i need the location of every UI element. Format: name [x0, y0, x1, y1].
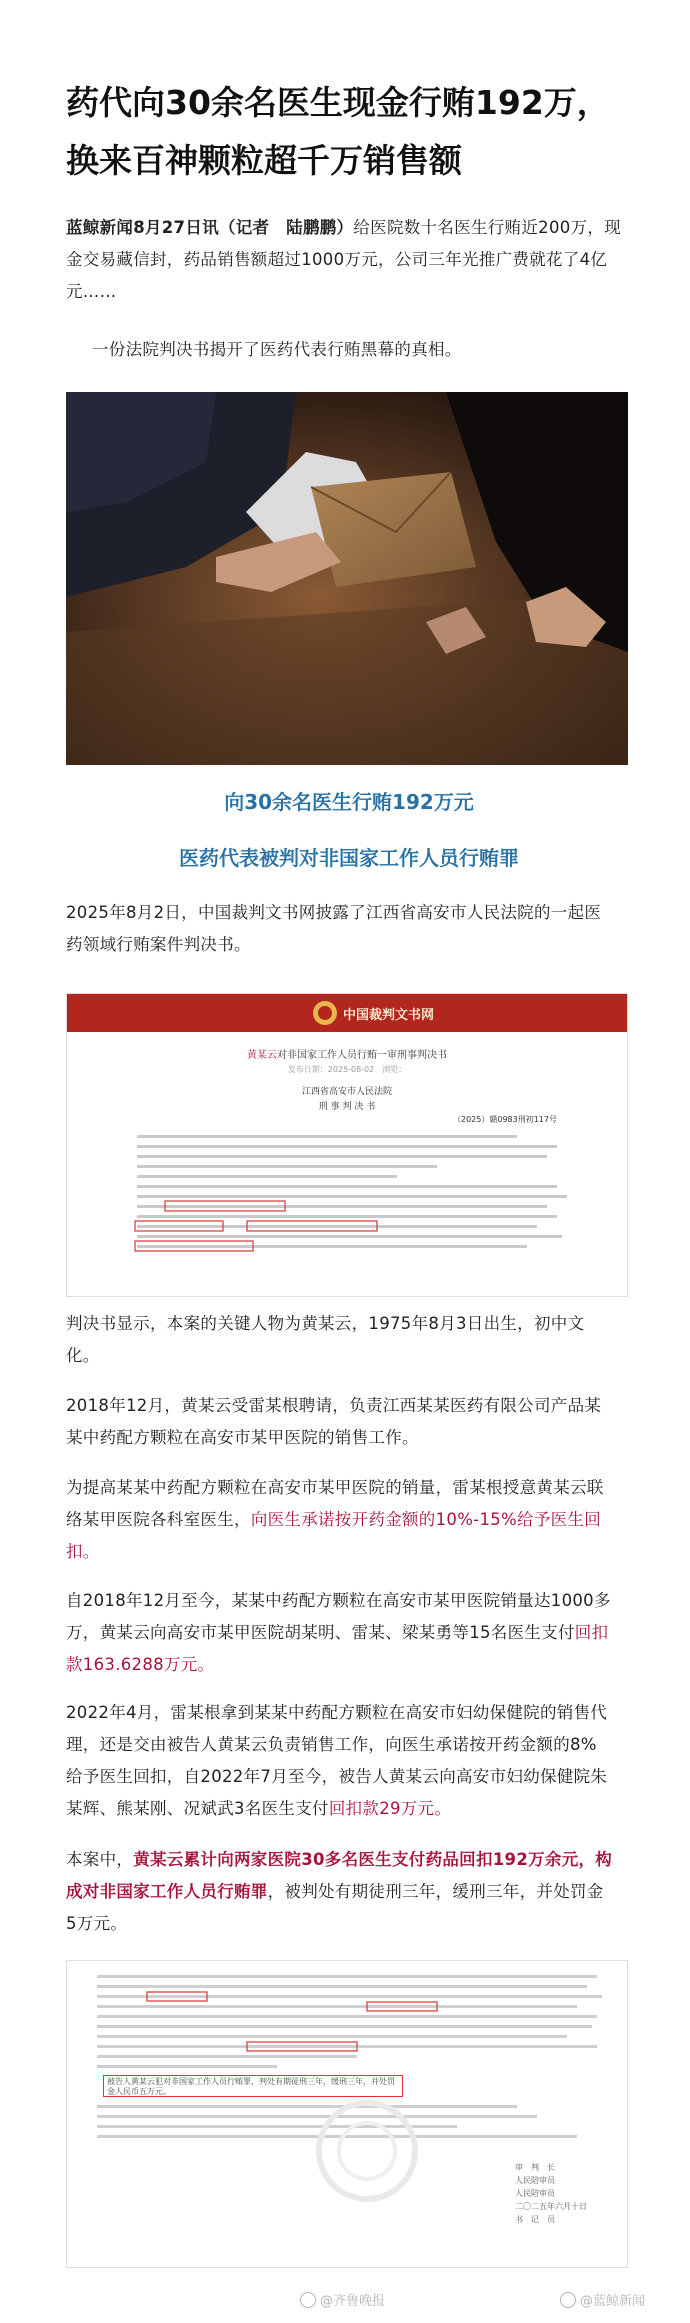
paragraph-6 [66, 1697, 632, 1825]
doc-court: 江西省高安市人民法院 [301, 1087, 392, 1097]
p7-line3: 5万元。 [66, 1914, 128, 1933]
verdict-document-image-1 [66, 993, 628, 1297]
paragraph-2 [66, 1308, 632, 1372]
lead-line2: 金交易藏信封，药品销售额超过1000万元，公司三年光推广费就花了4亿 [66, 250, 608, 269]
p1-line1: 2025年8月2日，中国裁判文书网披露了江西省高安市人民法院的一起医 [66, 903, 602, 922]
lead-paragraph [66, 212, 632, 308]
p2-line1: 判决书显示，本案的关键人物为黄某云，1975年8月3日出生，初中文 [66, 1314, 585, 1333]
doc-meta: 发布日期：2025-08-02 浏览： [287, 1065, 407, 1074]
headline-line-2: 换来百神颗粒超千万销售额 [66, 141, 462, 180]
doc2-highlight-verdict: 被告人黄某云犯对非国家工作人员行贿罪，判处有期徒刑三年，缓刑三年，并处罚金人民币五万元。 [103, 2075, 403, 2097]
watermark-qilu [300, 2290, 385, 2309]
watermark-qilu-text: @齐鲁晚报 [320, 2294, 386, 2309]
p4-line1: 为提高某某中药配方颗粒在高安市某甲医院的销量，雷某根授意黄某云联 [66, 1478, 604, 1497]
paragraph-1 [66, 897, 632, 961]
headline-line-1: 药代向30余名医生现金行贿192万， [66, 83, 610, 122]
doc2-sign-date: 二〇二五年六月十日 [515, 2202, 587, 2211]
doc-title [67, 1046, 627, 1061]
bribery-photo [66, 392, 628, 765]
p5-line3-highlight: 款163.6288万元。 [66, 1655, 215, 1674]
doc-title-name: 黄某云 [247, 1050, 277, 1061]
p6-line4-highlight: 回扣款29万元。 [328, 1799, 452, 1818]
paragraph-5 [66, 1585, 632, 1681]
lead-line1: 给医院数十名医生行贿近200万，现 [353, 218, 621, 237]
subhead-bribe-amount: 向30余名医生行贿192万元 [224, 790, 474, 814]
paragraph-4 [66, 1472, 632, 1568]
subhead-verdict: 医药代表被判对非国家工作人员行贿罪 [179, 846, 519, 870]
lead-line3: 元…… [66, 282, 117, 301]
doc2-sign-juror-1: 人民陪审员 [515, 2176, 555, 2185]
p7-line2-highlight: 成对非国家工作人员行贿罪 [66, 1882, 268, 1901]
doc-site-name: 中国裁判文书网 [343, 1008, 435, 1023]
p6-line1: 2022年4月，雷某根拿到某某中药配方颗粒在高安市妇幼保健院的销售代 [66, 1703, 608, 1722]
doc2-sign-clerk: 书 记 员 [515, 2215, 555, 2224]
p4-line2: 络某甲医院各科室医生， [66, 1510, 251, 1529]
p6-line2: 理，还是交由被告人黄某云负责销售工作，向医生承诺按开药金额的8% [66, 1735, 597, 1754]
watermark-lanjing [560, 2290, 645, 2309]
p7-line2: ，被判处有期徒刑三年，缓刑三年，并处罚金 [267, 1882, 604, 1901]
doc2-sign-judge: 审 判 长 [515, 2163, 555, 2172]
court-emblem-icon [311, 999, 339, 1027]
p7-line1-highlight: 黄某云累计向两家医院30多名医生支付药品回扣192万余元，构 [133, 1850, 613, 1869]
p6-line3: 给予医生回扣，自2022年7月至今，被告人黄某云向高安市妇幼保健院朱 [66, 1767, 608, 1786]
doc-body-text-lines [67, 1131, 628, 1291]
p5-line1: 自2018年12月至今，某某中药配方颗粒在高安市某甲医院销量达1000多 [66, 1591, 611, 1610]
p7-line1: 本案中， [66, 1850, 134, 1869]
paragraph-3 [66, 1390, 632, 1454]
p2-line2: 化。 [66, 1346, 100, 1365]
lead-source: 蓝鲸新闻8月27日讯（记者 陆鹏鹏） [66, 218, 354, 237]
p3-line1: 2018年12月，黄某云受雷某根聘请，负责江西某某医药有限公司产品某 [66, 1396, 602, 1415]
p4-line3-highlight: 扣。 [66, 1542, 100, 1561]
p5-line2-highlight: 回扣 [574, 1623, 609, 1642]
paragraph-7 [66, 1844, 632, 1940]
doc-case-number: （2025）赣0983刑初117号 [453, 1115, 557, 1124]
p6-line4: 某辉、熊某刚、况斌武3名医生支付 [66, 1799, 329, 1818]
p4-line2-highlight: 向医生承诺按开药金额的10%-15%给予医生回 [250, 1510, 602, 1529]
p1-line2: 药领域行贿案件判决书。 [66, 935, 251, 954]
verdict-document-image-2 [66, 1960, 628, 2268]
doc2-signatures [515, 2161, 587, 2226]
p3-line2: 某中药配方颗粒在高安市某甲医院的销售工作。 [66, 1428, 419, 1447]
doc2-sign-juror-2: 人民陪审员 [515, 2189, 555, 2198]
weibo-logo-icon [300, 2292, 316, 2308]
watermark-lanjing-text: @蓝鲸新闻 [580, 2294, 646, 2309]
intro-paragraph: 一份法院判决书揭开了医药代表行贿黑幕的真相。 [92, 340, 462, 359]
envelope-handover-image [66, 392, 628, 765]
weibo-logo-icon [560, 2292, 576, 2308]
doc-banner [67, 994, 627, 1032]
doc-title-rest: 对非国家工作人员行贿一审刑事判决书 [277, 1050, 447, 1061]
doc-verdict-type: 刑 事 判 决 书 [318, 1102, 376, 1112]
p5-line2: 万，黄某云向高安市某甲医院胡某明、雷某、梁某勇等15名医生支付 [66, 1623, 575, 1642]
